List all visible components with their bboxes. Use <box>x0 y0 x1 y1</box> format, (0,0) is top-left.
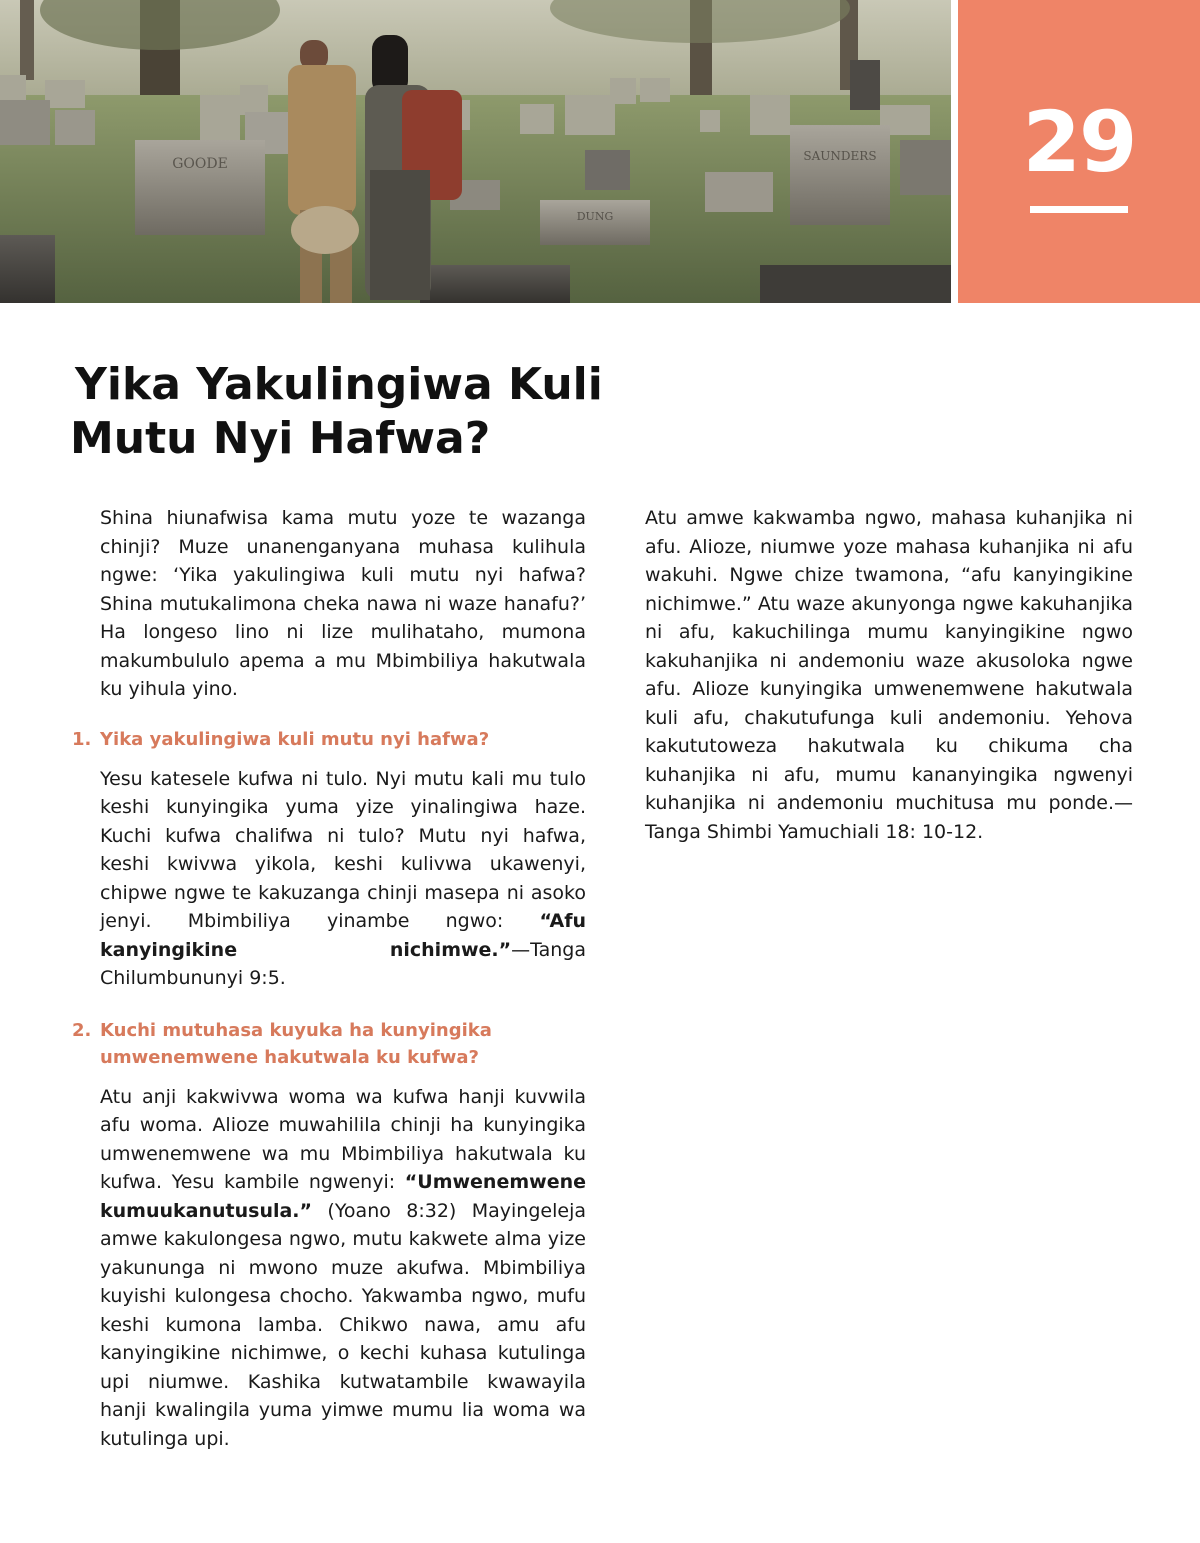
page-title-line-2: Mutu Nyi Hafwa? <box>70 413 491 464</box>
svg-text:GOODE: GOODE <box>172 156 228 172</box>
question-2-answer-part-1 <box>100 1083 586 1450</box>
tombstone-saunders <box>790 125 890 225</box>
question-2-heading <box>72 1017 586 1071</box>
lesson-number-underline <box>1030 206 1128 213</box>
question-2-text: Kuchi mutuhasa kuyuka ha kunyingika umwenemwene hakutwala ku kufwa? <box>100 1019 492 1068</box>
question-2-answer-text: Atu anji kakwivwa woma wa kufwa hanji kuvwila afu woma. Alioze muwahilila chinji ha kunyingika umwenemwene wa mu Mbimbiliya hakutwala ku kufwa. Yesu kambile ngwenyi: <box>100 1085 586 1193</box>
tombstone-goode <box>135 140 265 235</box>
lesson-number: 29 <box>1022 93 1136 191</box>
question-1-answer-quote: “Afu kanyingikine nichimwe.” <box>100 910 586 961</box>
intro-paragraph: Shina hiunafwisa kama mutu yoze te wazanga chinji? Muze unanenganyana muhasa kulihula ngwe: ‘Yika yakulingiwa kuli mutu nyi hafwa? Shina mutukalimona cheka nawa ni waze hanafu?’ Ha longeso lino ni lize mulihataho, mumona makumbululo apema a mu Mbimbiliya hakutwala ku yihula yino. <box>100 507 586 700</box>
question-1-text: Yika yakulingiwa kuli mutu nyi hafwa? <box>100 728 490 750</box>
tombstone-dung <box>540 200 650 245</box>
question-2-number: 2. <box>72 1019 92 1041</box>
hero-photo <box>0 0 951 303</box>
question-1-answer-text: Yesu katesele kufwa ni tulo. Nyi mutu kali mu tulo keshi kunyingika yuma yize yinalingiwa haze. Kuchi kufwa chalifwa ni tulo? Mutu nyi hafwa, keshi kwivwa yikola, keshi kulivwa ukawenyi, chipwe ngwe te kakuzanga chinji masepa ni asoko jenyi. Mbimbiliya yinambe ngwo: <box>100 767 586 932</box>
svg-text:SAUNDERS: SAUNDERS <box>803 149 877 163</box>
question-1-heading <box>72 726 586 753</box>
svg-text:DUNG: DUNG <box>576 210 614 223</box>
question-1-number: 1. <box>72 728 92 750</box>
page-title-line-1: Yika Yakulingiwa Kuli <box>75 359 603 410</box>
left-column <box>72 504 586 1450</box>
right-column <box>645 504 1133 856</box>
cemetery-illustration <box>0 0 951 303</box>
question-2-answer-continued: (Yoano 8:32) Mayingeleja amwe kakulongesa ngwo, mutu kakwete alma yize yakununga ni mwono muze akufwa. Mbimbiliya kuyishi kulongesa chocho. Yakwamba ngwo, mufu keshi kumona lamba. Chikwo nawa, amu afu kanyingikine nichimwe, o kechi kuhasa kutulinga upi niumwe. Kashika kutwatambile kwawayila hanji kwalingila yuma yimwe mumu lia woma wa kutulinga upi. <box>100 1199 586 1450</box>
lesson-number-badge <box>958 0 1200 303</box>
page-title <box>70 358 690 466</box>
question-2-answer-quote: “Umwenemwene kumuukanutusula.” <box>100 1171 586 1222</box>
question-2-answer-paragraph-2: Atu amwe kakwamba ngwo, mahasa kuhanjika ni afu. Alioze, niumwe yoze mahasa kuhanjika ni afu wakuhi. Ngwe chize twamona, “afu kanyingikine nichimwe.” Atu waze akunyonga ngwe kakuhanjika ni afu, kakuchilinga mumu kanyingikine ngwo kakuhanjika ni andemoniu waze akusoloka ngwe afu. Alioze kunyingika umwenemwene hakutwala kuli afu, chakutufunga kuli andemoniu. Yehova kakututoweza hakutwala ku chikuma cha kuhanjika ni afu, mumu kananyingika ngwenyi kuhanjika ni andemoniu muchitusa mu ponde.—Tanga Shimbi Yamuchiali 18: 10-12. <box>645 507 1133 843</box>
question-1-answer <box>100 765 586 993</box>
question-1-answer-reference: —Tanga Chilumbununyi 9:5. <box>100 938 586 989</box>
